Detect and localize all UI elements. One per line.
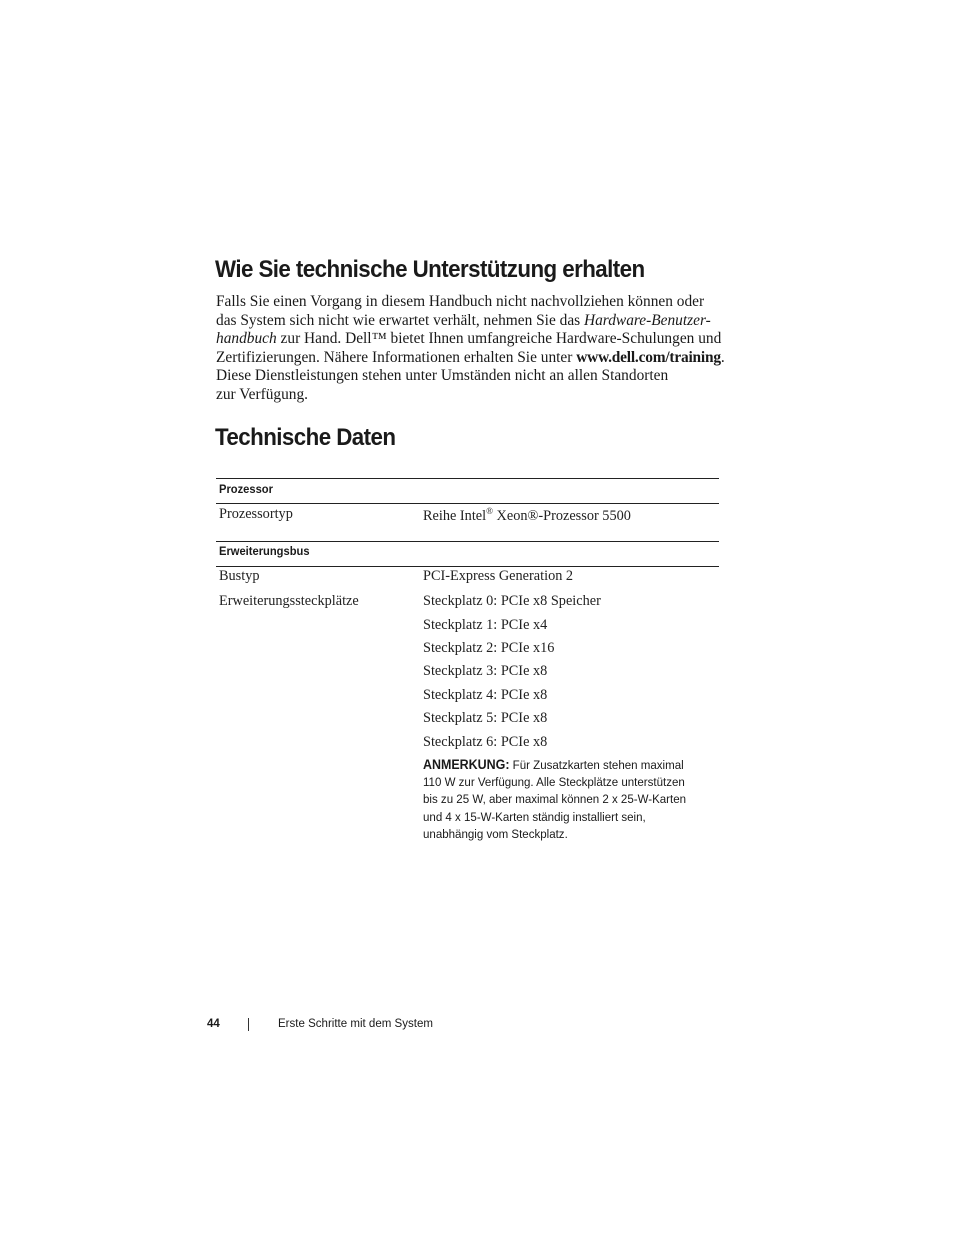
table-rule [216, 566, 719, 567]
text-run: Xeon®-Prozessor 5500 [492, 507, 631, 524]
note-label: ANMERKUNG: [423, 757, 510, 772]
text-run: Diese Dienstleistungen stehen unter Umständen nicht an allen Standorten [216, 367, 669, 385]
footer-divider [248, 1018, 249, 1031]
text-run: Falls Sie einen Vorgang in diesem Handbuch nicht nachvollziehen können oder [216, 293, 705, 310]
note-block [423, 756, 702, 843]
support-line [216, 348, 725, 368]
note-line [423, 756, 702, 774]
support-line [216, 386, 721, 405]
page-number: 44 [207, 1016, 220, 1030]
section-header-processor: Prozessor [219, 482, 273, 496]
support-paragraph [216, 293, 725, 405]
bus-type-value: PCI-Express Generation 2 [423, 568, 574, 584]
support-line [216, 330, 721, 349]
processor-type-label: Prozessortyp [219, 506, 293, 522]
processor-type-value [423, 506, 631, 525]
text-run: zur Verfügung. [216, 385, 309, 403]
note-line: und 4 x 15-W-Karten ständig installiert sein, [423, 809, 646, 824]
slot-entry: Steckplatz 3: PCIe x8 [423, 663, 548, 679]
specs-heading: Technische Daten [215, 424, 396, 451]
slot-entry: Steckplatz 5: PCIe x8 [423, 710, 548, 726]
slot-entry: Steckplatz 4: PCIe x8 [423, 687, 548, 703]
section-header-expansion-bus: Erweiterungsbus [219, 544, 310, 558]
bus-type-label: Bustyp [219, 568, 260, 584]
note-line: unabhängig vom Steckplatz. [423, 826, 568, 841]
manual-title-emphasis: handbuch [216, 330, 277, 348]
footer-title: Erste Schritte mit dem System [278, 1016, 433, 1030]
note-line: 110 W zur Verfügung. Alle Steckplätze unterstützen [423, 775, 685, 790]
table-rule [216, 478, 719, 479]
support-heading: Wie Sie technische Unterstützung erhalten [215, 256, 645, 283]
slot-entry: Steckplatz 6: PCIe x8 [423, 734, 548, 750]
slot-entry: Steckplatz 2: PCIe x16 [423, 640, 555, 656]
training-link[interactable]: www.dell.com/training [576, 348, 721, 366]
support-line [216, 312, 721, 331]
text-run: Reihe Intel [423, 507, 487, 524]
text-run: Zertifizierungen. Nähere Informationen erhalten Sie unter [216, 348, 577, 366]
text-run: . [720, 348, 725, 366]
text-run: Für Zusatzkarten stehen maximal [509, 758, 684, 772]
slot-entry: Steckplatz 1: PCIe x4 [423, 617, 548, 633]
expansion-slots-label: Erweiterungssteckplätze [219, 593, 359, 609]
slot-entry: Steckplatz 0: PCIe x8 Speicher [423, 593, 601, 609]
registered-mark: ® [486, 506, 493, 516]
support-line [216, 367, 721, 386]
note-line: bis zu 25 W, aber maximal können 2 x 25-W-Karten [423, 792, 687, 807]
table-rule [216, 503, 719, 504]
text-run: das System sich nicht wie erwartet verhält, nehmen Sie das [216, 311, 584, 329]
text-run: zur Hand. Dell™ bietet Ihnen umfangreiche Hardware-Schulungen und [276, 330, 722, 348]
manual-title-emphasis: Hardware-Benutzer- [584, 311, 711, 329]
support-line [216, 293, 721, 312]
table-rule [216, 541, 719, 542]
